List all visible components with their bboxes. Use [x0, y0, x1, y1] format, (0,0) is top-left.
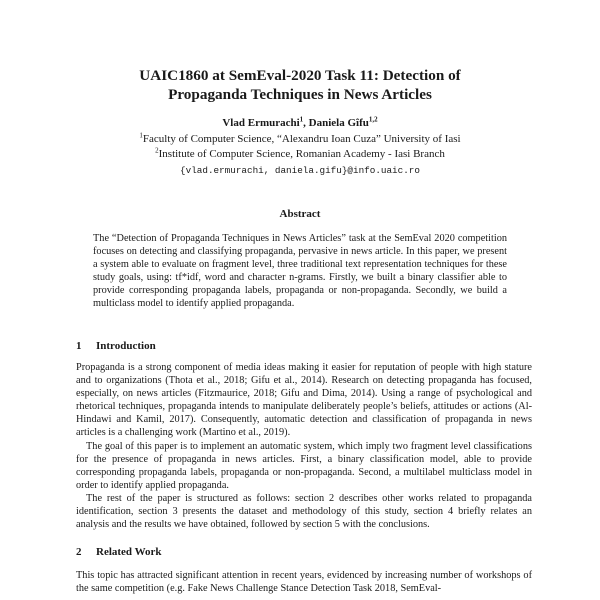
affiliation — [60, 132, 540, 146]
body-paragraph: The goal of this paper is to implement an automatic system, which imply two fragment level classifications for the presence of propaganda in news articles. First, a binary classification model, able to provide corresponding propaganda labels, propaganda or non-propaganda. Second, a multilabel multiclass model in order to identify applied propaganda. — [76, 440, 532, 491]
section-title: Introduction — [96, 340, 156, 352]
abstract-body — [93, 233, 507, 310]
author-list — [60, 116, 540, 130]
section-heading — [76, 339, 536, 353]
affiliation-text: Institute of Computer Science, Romanian Academy - Iasi Branch — [158, 148, 445, 160]
abstract-paragraph: The “Detection of Propaganda Techniques in News Articles” task at the SemEval 2020 competition focuses on detecting and classifying propaganda, pervasive in news article. In this paper, we present a system able to evaluate on fragment level, three traditional text representation techniques for these study goals, using: tf*idf, word and character n-grams. Firstly, we built a binary classifier able to provide corresponding propaganda labels, propaganda or non-propaganda. Secondly, we build a multiclass model to identify applied propaganda. — [93, 233, 507, 309]
body-paragraph: Propaganda is a strong component of media ideas making it easier for reputation of people with high stature and to organizations (Thota et al., 2018; Gifu et al., 2014). Research on detecting propaganda has focused, especially, on news articles (Fitzmaurice, 2018; Gifu and Dima, 2014). Using a range of psychological and rhetorical techniques, propaganda intends to manipulate deliberately people’s beliefs, attitudes or actions (Al-Hindawi and Kamil, 2017). Consequently, automatic detection and classification of propaganda in news articles is a challenging work (Martino et al., 2019). — [76, 362, 532, 439]
affiliation-mark: 2 — [155, 146, 159, 155]
author-affiliation-mark: 1 — [299, 115, 304, 124]
author-name: Daniela Gîfu — [308, 117, 369, 129]
section-body — [76, 569, 532, 595]
section-title: Related Work — [96, 546, 162, 558]
section-body — [76, 361, 532, 531]
affiliation-mark: 1 — [139, 131, 143, 140]
author-name: Vlad Ermurachi — [222, 117, 300, 129]
abstract-heading: Abstract — [279, 208, 321, 220]
affiliation — [60, 147, 540, 161]
paper-title — [60, 66, 540, 104]
section-number: 2 — [76, 546, 82, 558]
affiliation-text: Faculty of Computer Science, “Alexandru Ioan Cuza” University of Iasi — [142, 133, 461, 145]
author-affiliation-mark: 1,2 — [368, 115, 378, 124]
title-line-2: Propaganda Techniques in News Articles — [168, 86, 432, 103]
author-separator: , — [303, 117, 309, 129]
author-email[interactable]: {vlad.ermurachi, daniela.gifu}@info.uaic.ro — [180, 165, 420, 176]
title-line-1: UAIC1860 at SemEval-2020 Task 11: Detection of — [139, 67, 461, 84]
body-paragraph: This topic has attracted significant attention in recent years, evidenced by increasing number of workshops of the same competition (e.g. Fake News Challenge Stance Detection Task 2018, SemEval- — [76, 570, 532, 595]
section-number: 1 — [76, 340, 82, 352]
body-paragraph: The rest of the paper is structured as follows: section 2 describes other works related to propaganda identification, section 3 presents the dataset and methodology of this study, section 4 briefly relates an analysis and the results we have obtained, followed by section 5 with the conclusions. — [76, 492, 532, 531]
section-heading — [76, 545, 536, 559]
